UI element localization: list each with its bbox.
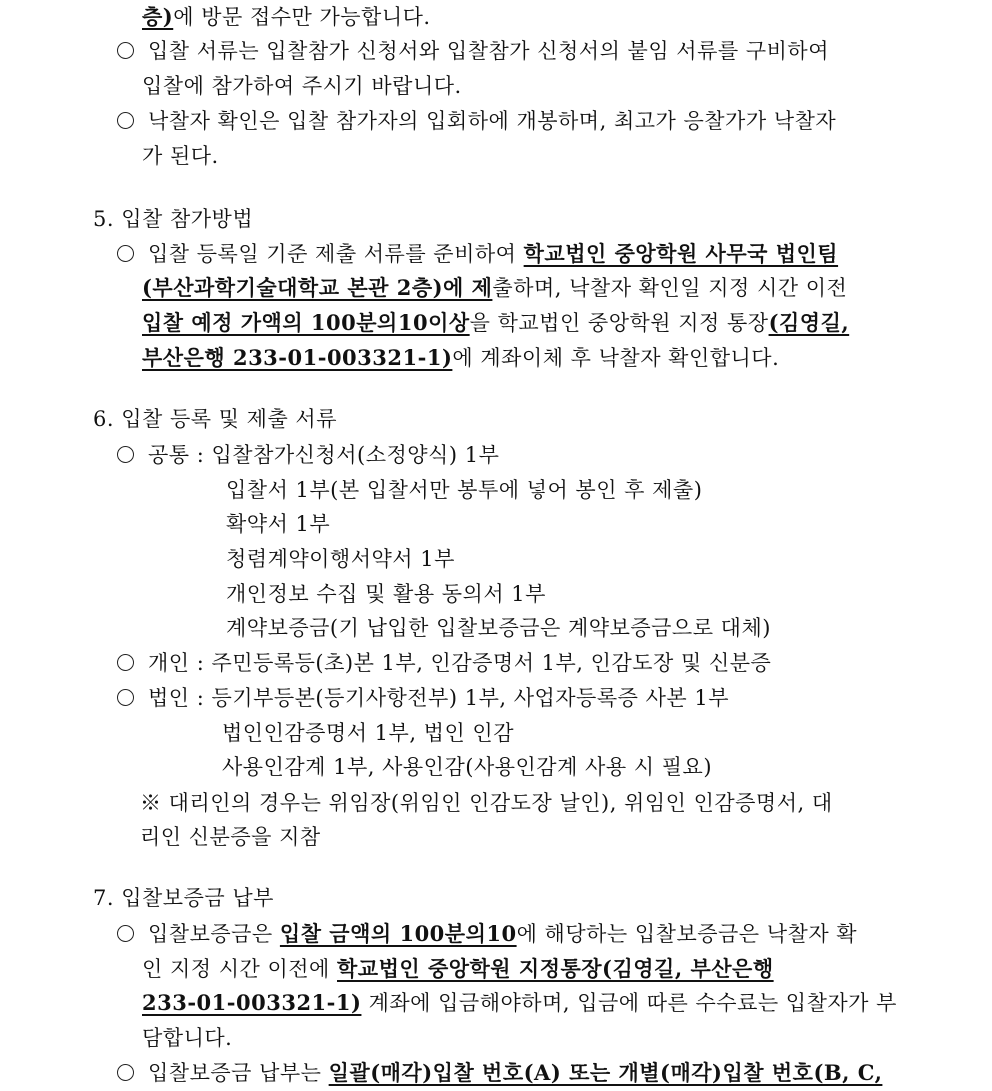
text: 출하며, 낙찰자 확인일 지정 시간 이전 [492, 276, 848, 300]
text: 을 학교법인 중앙학원 지정 통장 [469, 311, 769, 335]
corp-label: 법인 : [148, 686, 212, 710]
sec6-corp-bullet [117, 683, 729, 713]
sec4-bullet-documents [117, 36, 829, 66]
underlined-text: 입찰 예정 가액의 100분의10이상 [142, 310, 470, 335]
section-title: 6. 입찰 등록 및 제출 서류 [93, 407, 337, 431]
common-label: 공통 : [148, 443, 212, 467]
sec6-personal-bullet [117, 648, 771, 678]
text: 담합니다. [142, 1026, 233, 1050]
corp-item: 사용인감계 1부, 사용인감(사용인감계 사용 시 필요) [222, 755, 713, 779]
sec7-heading [93, 883, 274, 913]
text: 입찰 서류는 입찰참가 신청서와 입찰참가 신청서의 붙임 서류를 구비하여 [148, 39, 829, 63]
common-item: 입찰참가신청서(소정양식) 1부 [211, 443, 500, 467]
sec6-corp-item [222, 752, 712, 782]
personal-item: 주민등록등(초)본 1부, 인감증명서 1부, 인감도장 및 신분증 [211, 651, 772, 675]
sec6-common-item [226, 579, 546, 609]
sec6-common-item [226, 613, 771, 643]
sec6-note-line-2 [140, 822, 321, 852]
circle-bullet-icon [117, 1064, 134, 1081]
common-item: 계약보증금(기 납입한 입찰보증금은 계약보증금으로 대체) [226, 616, 771, 640]
text: 입찰에 참가하여 주시기 바랍니다. [142, 74, 462, 98]
sec4-line-1 [142, 2, 431, 32]
sec6-corp-item [222, 718, 514, 748]
circle-bullet-icon [117, 446, 134, 463]
corp-item: 등기부등본(등기사항전부) 1부, 사업자등록증 사본 1부 [211, 686, 729, 710]
note-text: ※ 대리인의 경우는 위임장(위임인 인감도장 날인), 위임인 인감증명서, 대 [140, 791, 833, 815]
sec4-line-3 [142, 71, 462, 101]
sec6-common-item [226, 475, 702, 505]
circle-bullet-icon [117, 689, 134, 706]
corp-item: 법인인감증명서 1부, 법인 인감 [222, 721, 514, 745]
common-item: 청렴계약이행서약서 1부 [226, 547, 455, 571]
circle-bullet-icon [117, 112, 134, 129]
section-title: 7. 입찰보증금 납부 [93, 886, 274, 910]
sec6-common-item [226, 509, 330, 539]
circle-bullet-icon [117, 654, 134, 671]
circle-bullet-icon [117, 42, 134, 59]
text: 계좌에 입금해야하며, 입금에 따른 수수료는 입찰자가 부 [361, 991, 897, 1015]
underlined-text: 학교법인 중앙학원 사무국 법인팀 [523, 241, 839, 266]
underlined-text: 233-01-003321-1) [142, 990, 362, 1015]
text: 에 방문 접수만 가능합니다. [173, 5, 431, 29]
underlined-text: 층) [142, 4, 174, 29]
sec5-bullet-1 [117, 239, 838, 269]
text: 가 된다. [142, 144, 219, 168]
text: 입찰 등록일 기준 제출 서류를 준비하여 [148, 242, 524, 266]
text: 입찰보증금은 [148, 922, 280, 946]
text: 입찰보증금 납부는 [148, 1061, 329, 1085]
text: 인 지정 시간 이전에 [142, 957, 337, 981]
sec5-line-4 [142, 343, 779, 373]
sec4-bullet-winner [117, 106, 836, 136]
sec7-line-3 [142, 988, 897, 1018]
underlined-text: 입찰 금액의 100분의10 [279, 921, 517, 946]
sec7-line-2 [142, 954, 774, 984]
sec5-line-2 [142, 273, 847, 303]
section-title: 5. 입찰 참가방법 [93, 207, 254, 231]
sec5-line-3 [142, 308, 849, 338]
personal-label: 개인 : [148, 651, 212, 675]
text: 낙찰자 확인은 입찰 참가자의 입회하에 개봉하며, 최고가 응찰가가 낙찰자 [148, 109, 837, 133]
sec7-bullet-1 [117, 919, 857, 949]
common-item: 입찰서 1부(본 입찰서만 봉투에 넣어 봉인 후 제출) [226, 478, 703, 502]
text: 에 해당하는 입찰보증금은 낙찰자 확 [516, 922, 858, 946]
text: 에 계좌이체 후 낙찰자 확인합니다. [452, 346, 780, 370]
sec6-common-item [226, 544, 455, 574]
note-text: 리인 신분증을 지참 [140, 825, 321, 849]
sec4-line-5 [142, 141, 219, 171]
sec5-heading [93, 204, 253, 234]
underlined-text: 일괄(매각)입찰 번호(A) 또는 개별(매각)입찰 번호(B, C, [328, 1060, 883, 1085]
underlined-text: 부산은행 233-01-003321-1) [142, 345, 453, 370]
underlined-text: 학교법인 중앙학원 지정통장(김영길, 부산은행 [337, 956, 774, 981]
sec6-heading [93, 404, 337, 434]
sec6-note-line-1 [140, 788, 833, 818]
sec6-common-bullet [117, 440, 499, 470]
common-item: 확약서 1부 [226, 512, 331, 536]
circle-bullet-icon [117, 925, 134, 942]
sec7-bullet-2 [117, 1058, 882, 1088]
circle-bullet-icon [117, 245, 134, 262]
sec7-line-4 [142, 1023, 232, 1053]
underlined-text: (부산과학기술대학교 본관 2층)에 제 [142, 275, 493, 300]
common-item: 개인정보 수집 및 활용 동의서 1부 [226, 582, 546, 606]
underlined-text: (김영길, [768, 310, 850, 335]
